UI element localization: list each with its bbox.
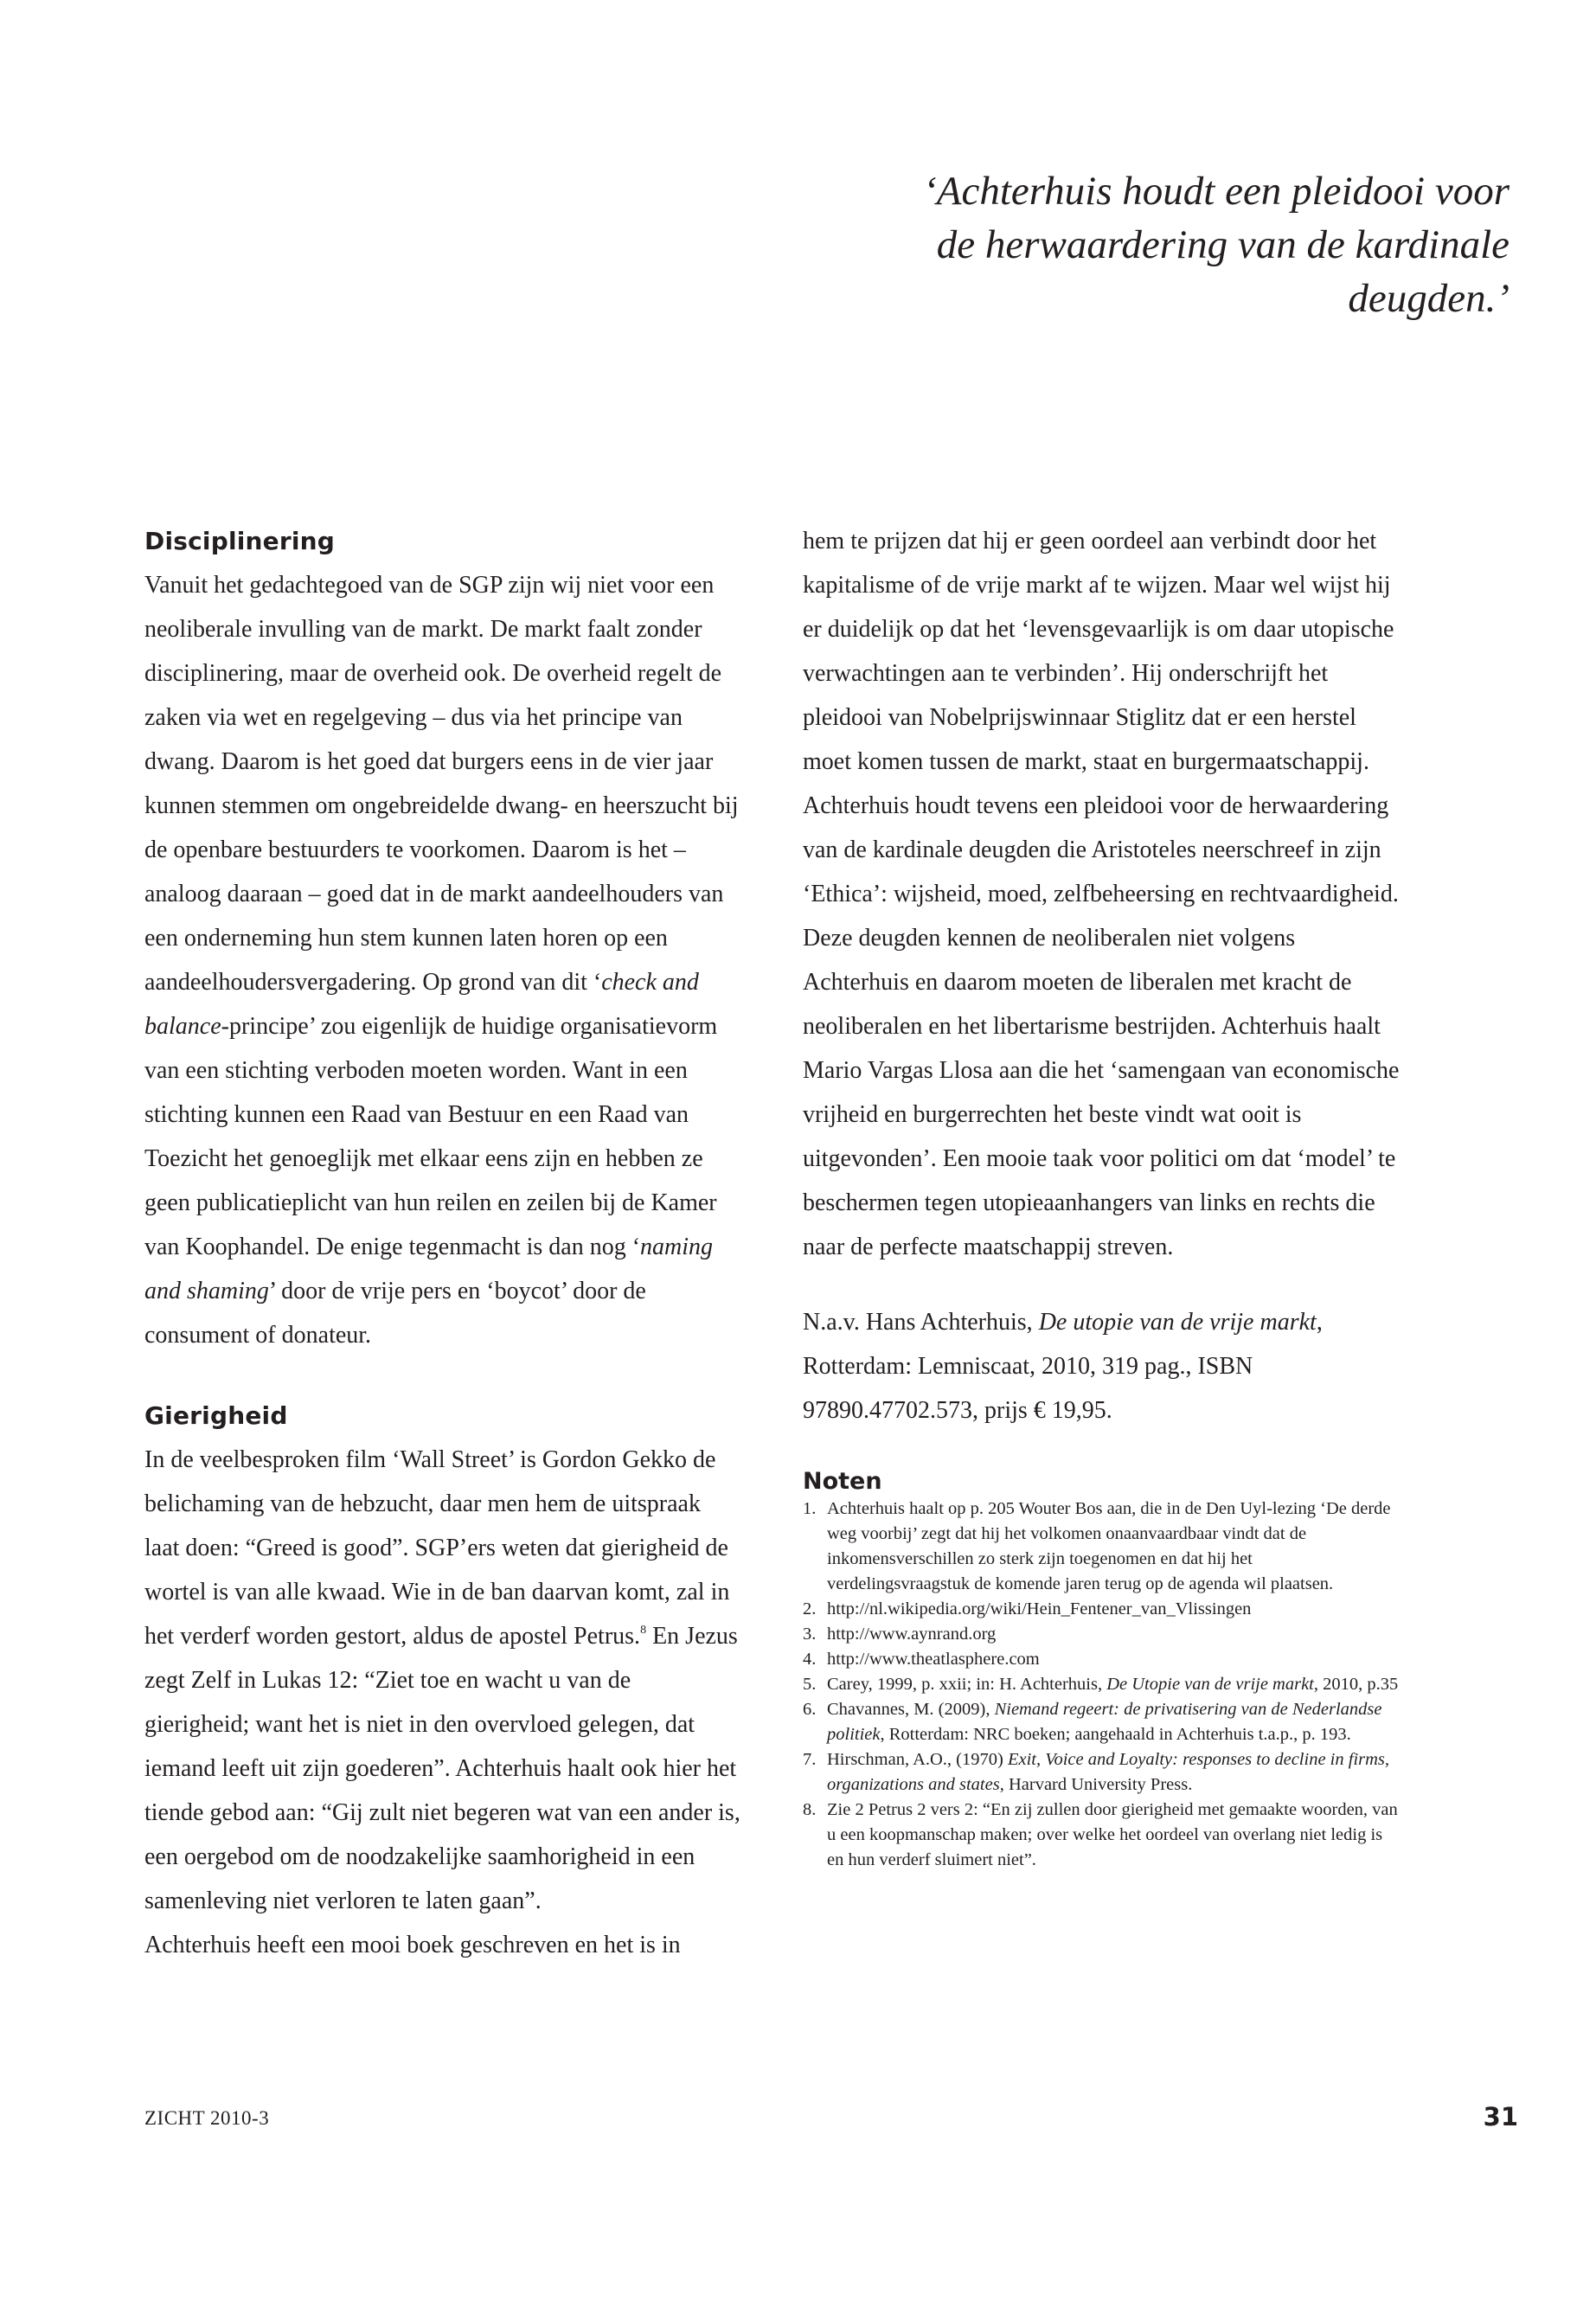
footnotes-list: [803, 1497, 1400, 1873]
footnote-item: 4. http://www.theatlasphere.com: [803, 1650, 1040, 1669]
footnote-item: 6. Chavannes, M. (2009), Niemand regeert: de privatisering van de Nederlandse politiek, Rotterdam: NRC boeken; aangehaald in Achterhuis t.a.p., p. 193.: [803, 1700, 1382, 1744]
book-reference: N.a.v. Hans Achterhuis, De utopie van de vrije markt, Rotterdam: Lemniscaat, 2010, 319 pag., ISBN 97890.47702.573, prijs € 19,95.: [803, 1309, 1323, 1424]
footnote-item: 5. Carey, 1999, p. xxii; in: H. Achterhuis, De Utopie van de vrije markt, 2010, p.35: [803, 1675, 1399, 1694]
footnote-item: 7. Hirschman, A.O., (1970) Exit, Voice and Loyalty: responses to decline in firms, organizations and states, Harvard University Press.: [803, 1750, 1390, 1794]
footnote-item: 3. http://www.aynrand.org: [803, 1625, 997, 1644]
footnote-item: 8. Zie 2 Petrus 2 vers 2: “En zij zullen door gierigheid met gemaakte woorden, van u een koopmanschap maken; over welke het oordeel van overlang niet ledig is en hun verderf sluimert niet”.: [803, 1800, 1398, 1869]
paragraph-gierigheid: In de veelbesproken film ‘Wall Street’ is Gordon Gekko de belichaming van de hebzucht, daar men hem de uitspraak laat doen: “Greed is good”. SGP’ers weten dat gierigheid de wortel is van alle kwaad. Wie in de ban daarvan komt, zal in het verderf worden gestort, aldus de apostel Petrus.$^8$ En Jezus zegt Zelf in Lukas 12: “Ziet toe en wacht u van de gierigheid; want het is niet in den overvloed gelegen, dat iemand leeft uit zijn goederen”. Achterhuis haalt ook hier het tiende gebod aan: “Gij zult niet begeren wat van een ander is, een oergebod om de noodzakelijke saamhorigheid in een samenleving niet verloren te laten gaan”.: [144, 1446, 740, 1914]
left-column: [144, 519, 741, 1967]
paragraph-conclusion-continued: hem te prijzen dat hij er geen oordeel aan verbindt door het kapitalisme of de vrije markt af te wijzen. Maar wel wijst hij er duidelijk op dat het ‘levensgevaarlijk is om daar utopische verwachtingen aan te verbinden’. Hij onderschrijft het pleidooi van Nobelprijswinnaar Stiglitz dat er een herstel moet komen tussen de markt, staat en burgermaatschappij. Achterhuis houdt tevens een pleidooi voor de herwaardering van de kardinale deugden die Aristoteles neerschreef in zijn ‘Ethica’: wijsheid, moed, zelfbeheersing en rechtvaardigheid. Deze deugden kennen de neoliberalen niet volgens Achterhuis en daarom moeten de liberalen met kracht de neoliberalen en het libertarisme bestrijden. Achterhuis haalt Mario Vargas Llosa aan die het ‘samengaan van economische vrijheid en burgerrechten het beste vindt wat ooit is uitgevonden’. Een mooie taak voor politici om dat ‘model’ te beschermen tegen utopieaanhangers van links en rechts die naar de perfecte maatschappij streven.: [803, 528, 1400, 1260]
page-number: 31: [1483, 2102, 1518, 2131]
pull-quote-line-3: deugden.’: [1348, 276, 1509, 321]
section-heading-disciplinering: Disciplinering: [144, 527, 336, 555]
footnote-item: 2. http://nl.wikipedia.org/wiki/Hein_Fentener_van_Vlissingen: [803, 1599, 1252, 1618]
notes-heading: Noten: [803, 1468, 882, 1495]
pull-quote-line-1: ‘Achterhuis houdt een pleidooi voor: [923, 169, 1509, 214]
footnote-ref-8: 8: [640, 1624, 647, 1637]
paragraph-conclusion-start: Achterhuis heeft een mooi boek geschreven en het is in: [144, 1932, 681, 1958]
right-column: [803, 519, 1400, 1873]
paragraph-disciplinering: Vanuit het gedachtegoed van de SGP zijn wij niet voor een neoliberale invulling van de markt. De markt faalt zonder disciplinering, maar de overheid ook. De overheid regelt de zaken via wet en regelgeving – dus via het principe van dwang. Daarom is het goed dat burgers eens in de vier jaar kunnen stemmen om ongebreidelde dwang- en heerszucht bij de openbare bestuurders te voorkomen. Daarom is het – analoog daaraan – goed dat in de markt aandeelhouders van een onderneming hun stem kunnen laten horen op een aandeelhoudersvergadering. Op grond van dit ‘check and balance-principe’ zou eigenlijk de huidige organisatievorm van een stichting verboden moeten worden. Want in een stichting kunnen een Raad van Bestuur en een Raad van Toezicht het genoeglijk met elkaar eens zijn en hebben ze geen publicatieplicht van hun reilen en zeilen bij de Kamer van Koophandel. De enige tegenmacht is dan nog ‘naming and shaming’ door de vrije pers en ‘boycot’ door de consument of donateur.: [144, 572, 739, 1349]
pull-quote-line-2: de herwaardering van de kardinale: [936, 222, 1509, 267]
journal-footer: ZICHT 2010-3: [144, 2107, 270, 2129]
footnote-item: 1. Achterhuis haalt op p. 205 Wouter Bos aan, die in de Den Uyl-lezing ‘De derde weg voorbij’ zegt dat hij het volkomen onaanvaardbaar vindt dat de inkomensverschillen zo sterk zijn toegenomen en dat hij het verdelingsvraagstuk de komende jaren terug op de agenda wil plaatsen.: [803, 1499, 1391, 1593]
section-heading-gierigheid: Gierigheid: [144, 1401, 288, 1430]
pull-quote: [783, 164, 1509, 325]
